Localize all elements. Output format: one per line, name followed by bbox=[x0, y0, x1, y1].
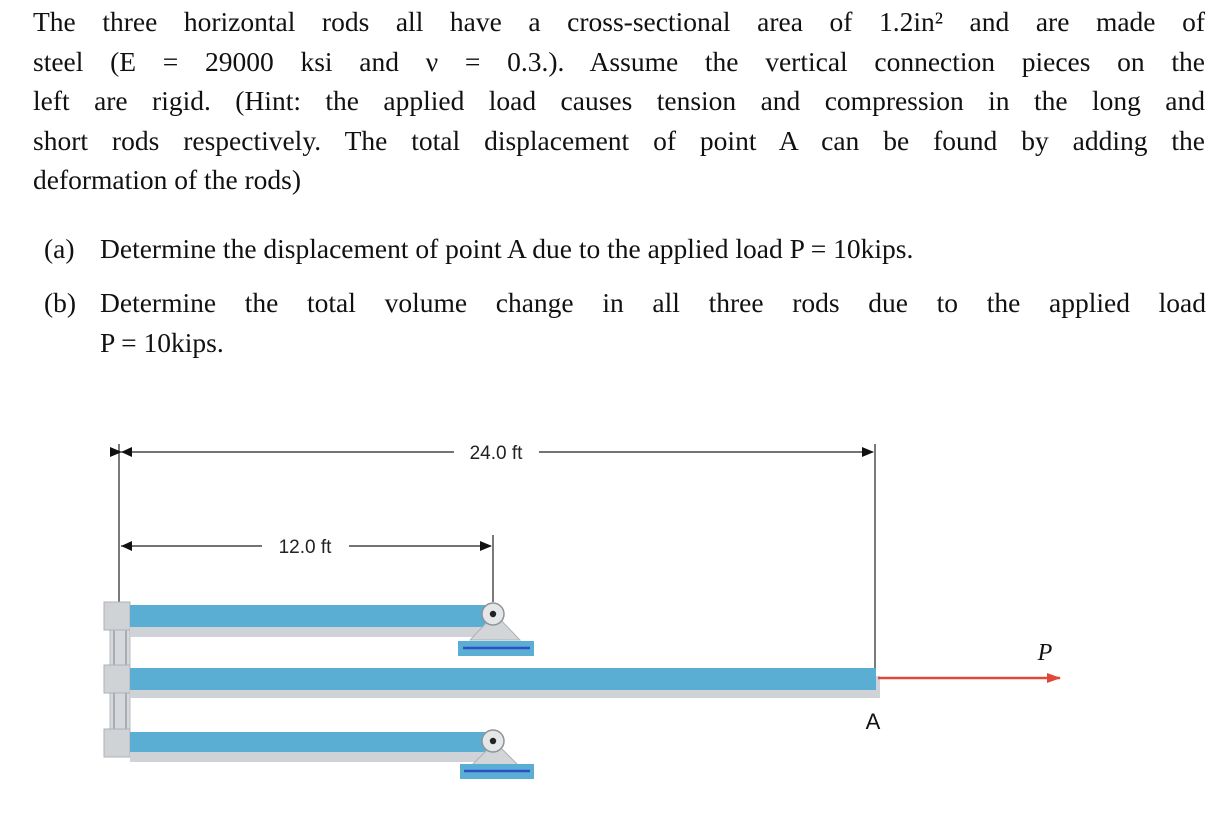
intro-line: left are rigid. (Hint: the applied load causes tension and compression in the long and bbox=[33, 85, 1205, 116]
rigid-connector bbox=[110, 628, 130, 666]
rigid-connector bbox=[110, 692, 130, 730]
left-block bbox=[104, 602, 130, 630]
short-rod-bottom bbox=[130, 732, 487, 752]
short-rod-top bbox=[130, 605, 487, 627]
part-b-text: P = 10kips. bbox=[100, 326, 224, 358]
left-block bbox=[104, 665, 130, 693]
part-a-label: (a) bbox=[44, 233, 75, 264]
intro-line: The three horizontal rods all have a cross-sectional area of 1.2in² and are made of bbox=[33, 6, 1205, 37]
intro-line: steel (E = 29000 ksi and ν = 0.3.). Assume the vertical connection pieces on the bbox=[33, 45, 1205, 77]
part-a-text: Determine the displacement of point A due to the applied load P = 10kips. bbox=[100, 233, 914, 264]
left-block bbox=[104, 729, 130, 757]
long-rod bbox=[130, 668, 876, 690]
intro-line: deformation of the rods) bbox=[33, 164, 302, 195]
part-b-text: Determine the total volume change in all three rods due to the applied load bbox=[100, 287, 1206, 318]
load-label: P bbox=[1037, 640, 1053, 666]
part-b-label: (b) bbox=[44, 287, 77, 318]
point-a-label: A bbox=[865, 709, 881, 734]
dimension-label-short: 12.0 ft bbox=[278, 537, 332, 558]
dimension-label-long: 24.0 ft bbox=[469, 443, 523, 464]
intro-line: short rods respectively. The total displacement of point A can be found by adding the bbox=[33, 124, 1205, 156]
